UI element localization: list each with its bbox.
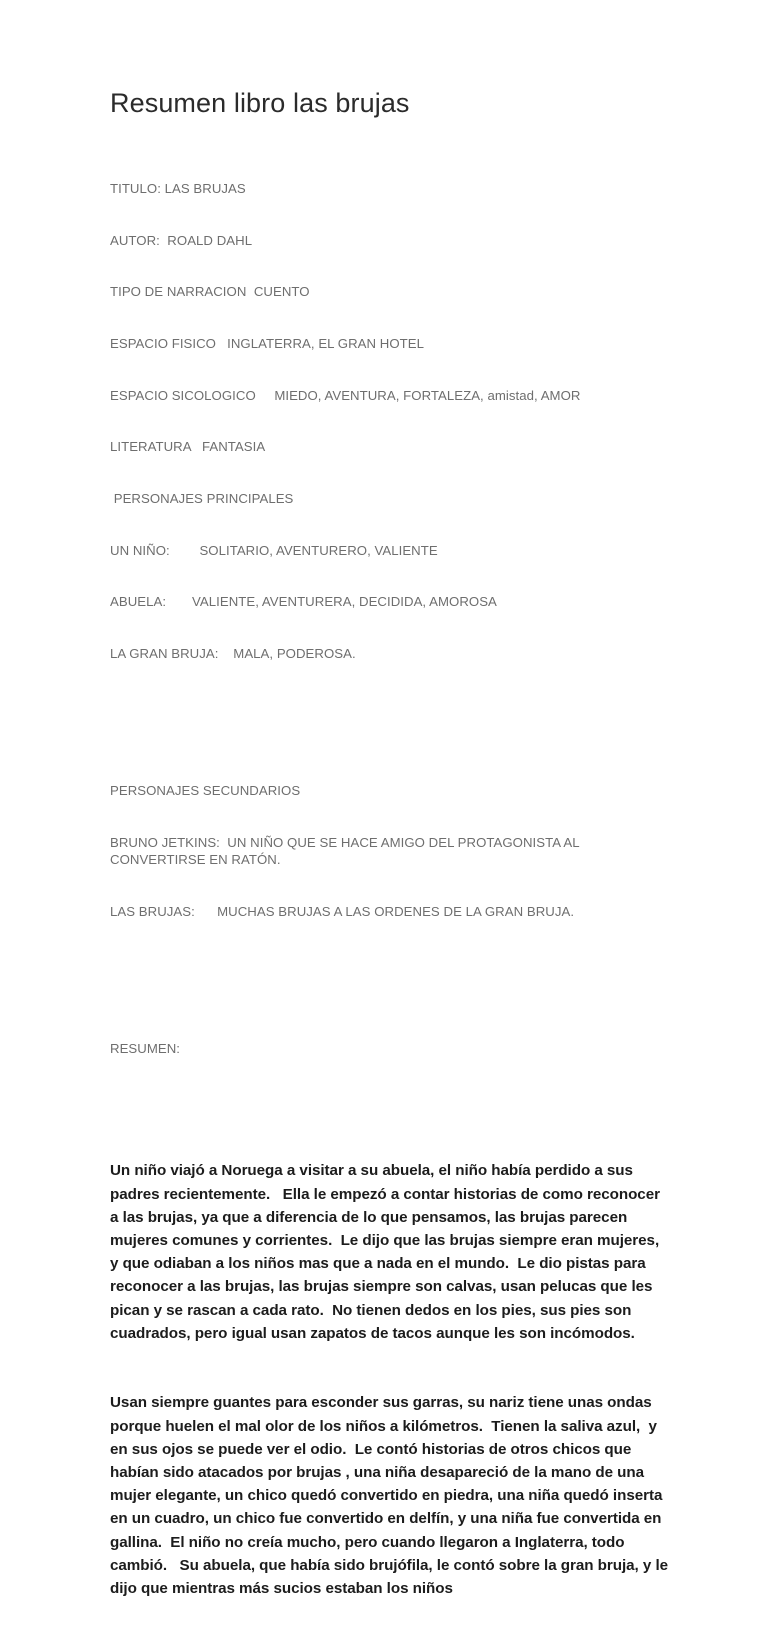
document-content <box>110 88 673 1647</box>
metadata-line-literatura: LITERATURA FANTASIA <box>110 439 266 455</box>
metadata-spacer-before-resumen <box>110 972 670 989</box>
summary-paragraph: Usan siempre guantes para esconder sus garras, su nariz tiene unas ondas porque huelen el mal olor de los niños a kilómetros. Tienen la saliva azul, y en sus ojos se puede ver el odio. Le contó historias de otros chicos que habían sido atacados por brujas , una niña desapareció de la mano de una mujer elegante, un chico quedó convertido en piedra, una niña quedó inserta en un cuadro, un chico fue convertido en delfín, y una niña fue convertida en gallina. El niño no creía mucho, pero cuando llegaron a Inglaterra, todo cambió. Su abuela, que había sido brujófila, le contó sobre la gran bruja, y le dijo que mientras más sucios estaban los niños <box>110 1394 673 1598</box>
metadata-line-autor: AUTOR: ROALD DAHL <box>110 232 253 248</box>
metadata-line-titulo: TITULO: LAS BRUJAS <box>110 181 246 197</box>
summary-label: RESUMEN: <box>110 1041 181 1057</box>
metadata-line-bruno-jetkins: BRUNO JETKINS: UN NIÑO QUE SE HACE AMIGO DEL PROTAGONISTA AL CONVERTIRSE EN RATÓN. <box>110 834 583 868</box>
summary-body <box>110 1113 673 1647</box>
metadata-line-tipo-narracion: TIPO DE NARRACION CUENTO <box>110 284 310 300</box>
metadata-line-espacio-sicologico: ESPACIO SICOLOGICO MIEDO, AVENTURA, FORTALEZA, amistad, AMOR <box>110 387 581 403</box>
metadata-heading-personajes-secundarios: PERSONAJES SECUNDARIOS <box>110 783 301 799</box>
page-title: Resumen libro las brujas <box>110 88 410 118</box>
metadata-block <box>110 146 670 1092</box>
metadata-line-abuela: ABUELA: VALIENTE, AVENTURERA, DECIDIDA, AMOROSA <box>110 594 497 610</box>
metadata-line-las-brujas: LAS BRUJAS: MUCHAS BRUJAS A LAS ORDENES DE LA GRAN BRUJA. <box>110 903 575 919</box>
summary-paragraph: Un niño viajó a Noruega a visitar a su abuela, el niño había perdido a sus padres recientemente. Ella le empezó a contar historias de como reconocer a las brujas, ya que a diferencia de lo que pensamos, las brujas parecen mujeres comunes y corrientes. Le dijo que las brujas siempre eran mujeres, y que odiaban a los niños mas que a nada en el mundo. Le dio pistas para reconocer a las brujas, las brujas siempre son calvas, usan pelucas que les pican y se rascan a cada rato. No tienen dedos en los pies, sus pies son cuadrados, pero igual usan zapatos de tacos aunque les son incómodos. <box>110 1162 669 1342</box>
metadata-spacer <box>110 714 670 731</box>
metadata-line-la-gran-bruja: LA GRAN BRUJA: MALA, PODEROSA. <box>110 645 356 661</box>
metadata-heading-personajes-principales: PERSONAJES PRINCIPALES <box>110 490 294 506</box>
metadata-line-un-nino: UN NIÑO: SOLITARIO, AVENTURERO, VALIENTE <box>110 542 438 558</box>
metadata-line-espacio-fisico: ESPACIO FISICO INGLATERRA, EL GRAN HOTEL <box>110 336 425 352</box>
